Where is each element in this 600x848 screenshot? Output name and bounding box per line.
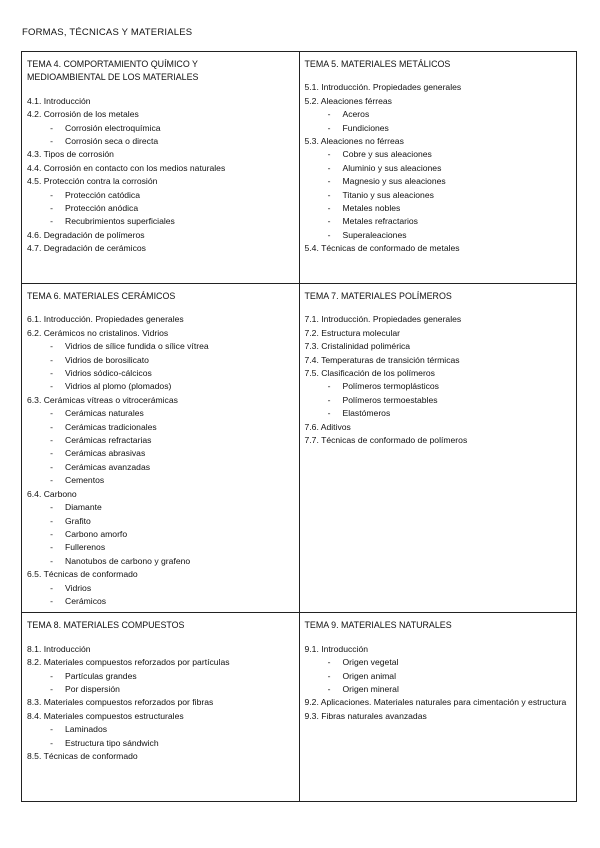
bullet-dash-icon: - (327, 229, 331, 240)
bullet-dash-icon: - (50, 595, 53, 606)
subsection-label: Fullerenos (65, 542, 106, 553)
subsection-item (305, 202, 572, 215)
bullet-dash-icon: - (327, 670, 331, 681)
subsection-item (27, 215, 294, 228)
subsection-label: Protección anódica (65, 203, 139, 214)
subsection-label: Cementos (65, 475, 105, 486)
subsection-item (27, 447, 294, 460)
bullet-dash-icon: - (50, 368, 53, 379)
section-item: 5.1. Introducción. Propiedades generales (304, 82, 462, 93)
topic-box (22, 52, 300, 284)
section-item: 8.1. Introducción (27, 643, 91, 654)
subsection-item (305, 229, 572, 242)
topic-title (27, 58, 294, 85)
subsection-item (27, 135, 294, 148)
subsection-label: Diamante (65, 502, 102, 513)
bullet-dash-icon: - (50, 542, 53, 553)
subsection-item (305, 148, 572, 161)
bullet-dash-icon: - (50, 555, 53, 566)
subsection-label: Vidrios sódico-cálcicos (65, 368, 152, 379)
bullet-dash-icon: - (327, 408, 331, 419)
subsection-item (27, 723, 294, 736)
subsection-label: Cerámicas naturales (65, 408, 144, 419)
section-item: 9.1. Introducción (304, 643, 369, 654)
subsection-label: Grafito (65, 515, 91, 526)
section-item: 7.3. Cristalinidad polimérica (304, 341, 411, 352)
subsection-item (27, 202, 294, 215)
subsection-label: Elastómeros (342, 408, 391, 419)
subsection-item (305, 683, 572, 696)
subsection-item (27, 737, 294, 750)
subsection-item (305, 108, 572, 121)
subsection-label: Superaleaciones (342, 229, 407, 240)
section-item: 7.2. Estructura molecular (304, 327, 401, 338)
bullet-dash-icon: - (327, 394, 331, 405)
section-item: 6.1. Introducción. Propiedades generales (27, 314, 184, 325)
subsection-label: Recubrimientos superficiales (65, 216, 175, 227)
subsection-label: Origen animal (342, 670, 396, 681)
subsection-label: Cerámicas refractarias (65, 435, 152, 446)
topic-title-line: TEMA 9. MATERIALES NATURALES (304, 620, 452, 631)
section-item: 4.5. Protección contra la corrosión (27, 176, 158, 187)
subsection-label: Nanotubos de carbono y grafeno (65, 555, 191, 566)
topic-title (305, 290, 572, 303)
subsection-item (305, 380, 572, 393)
section-item: 6.5. Técnicas de conformado (27, 569, 138, 580)
subsection-item (27, 461, 294, 474)
topic-title-line: TEMA 5. MATERIALES METÁLICOS (304, 59, 451, 69)
subsection-label: Estructura tipo sándwich (65, 737, 159, 748)
subsection-label: Polímeros termoplásticos (342, 381, 439, 392)
section-item: 7.6. Aditivos (304, 421, 351, 432)
bullet-dash-icon: - (327, 683, 331, 694)
topic-title-line: TEMA 7. MATERIALES POLÍMEROS (304, 291, 452, 301)
bullet-dash-icon: - (327, 176, 331, 187)
bullet-dash-icon: - (327, 109, 331, 120)
bullet-dash-icon: - (50, 435, 53, 446)
section-item: 6.2. Cerámicos no cristalinos. Vidrios (27, 327, 169, 338)
subsection-item (27, 367, 294, 380)
subsection-label: Origen vegetal (342, 657, 399, 668)
section-item: 7.4. Temperaturas de transición térmicas (304, 354, 460, 365)
bullet-dash-icon: - (50, 136, 53, 147)
subsection-item (305, 162, 572, 175)
section-item: 6.4. Carbono (27, 488, 77, 499)
bullet-dash-icon: - (50, 683, 53, 694)
bullet-dash-icon: - (327, 203, 331, 214)
section-item: 9.2. Aplicaciones. Materiales naturales para cimentación y estructura (304, 697, 567, 708)
bullet-dash-icon: - (50, 448, 53, 459)
topic-box (22, 613, 300, 802)
bullet-dash-icon: - (50, 122, 53, 133)
bullet-dash-icon: - (327, 149, 331, 160)
bullet-dash-icon: - (50, 354, 53, 365)
document-title: FORMAS, TÉCNICAS Y MATERIALES (22, 27, 193, 38)
subsection-item (27, 380, 294, 393)
subsection-label: Titanio y sus aleaciones (342, 189, 434, 200)
subsection-item (305, 656, 572, 669)
syllabus-table (21, 51, 577, 802)
bullet-dash-icon: - (50, 421, 53, 432)
bullet-dash-icon: - (50, 461, 53, 472)
subsection-item (27, 421, 294, 434)
bullet-dash-icon: - (327, 216, 331, 227)
subsection-item (305, 394, 572, 407)
section-item: 4.1. Introducción (27, 95, 91, 106)
bullet-dash-icon: - (50, 724, 53, 735)
subsection-label: Carbono amorfo (65, 528, 128, 539)
subsection-item (27, 189, 294, 202)
section-item: 4.7. Degradación de cerámicos (27, 243, 146, 254)
subsection-item (27, 501, 294, 514)
topic-title-line: TEMA 8. MATERIALES COMPUESTOS (27, 620, 185, 631)
section-item: 7.5. Clasificación de los polímeros (304, 368, 435, 379)
subsection-item (305, 215, 572, 228)
bullet-dash-icon: - (50, 528, 53, 539)
topic-title-line: TEMA 6. MATERIALES CERÁMICOS (27, 291, 176, 301)
section-item: 4.2. Corrosión de los metales (27, 109, 139, 120)
subsection-item (27, 122, 294, 135)
section-item: 7.7. Técnicas de conformado de polímeros (304, 435, 468, 446)
bullet-dash-icon: - (50, 515, 53, 526)
bullet-dash-icon: - (50, 216, 53, 227)
subsection-label: Laminados (65, 724, 108, 735)
subsection-item (27, 474, 294, 487)
section-item: 5.4. Técnicas de conformado de metales (304, 243, 460, 254)
subsection-label: Partículas grandes (65, 670, 137, 681)
subsection-item (27, 354, 294, 367)
subsection-label: Polímeros termoestables (342, 394, 438, 405)
topic-title (305, 619, 572, 632)
subsection-item (305, 175, 572, 188)
subsection-item (305, 407, 572, 420)
section-item: 4.4. Corrosión en contacto con los medios naturales (27, 162, 226, 173)
subsection-item (27, 515, 294, 528)
subsection-label: Vidrios de sílice fundida o sílice vítrea (65, 341, 209, 352)
subsection-label: Magnesio y sus aleaciones (342, 176, 446, 187)
topic-title (27, 290, 294, 303)
subsection-label: Aceros (342, 109, 370, 120)
subsection-item (27, 582, 294, 595)
bullet-dash-icon: - (50, 341, 53, 352)
bullet-dash-icon: - (50, 737, 53, 748)
subsection-item (27, 555, 294, 568)
subsection-item (305, 189, 572, 202)
bullet-dash-icon: - (50, 582, 53, 593)
section-item: 4.6. Degradación de polímeros (27, 229, 145, 240)
bullet-dash-icon: - (327, 122, 331, 133)
subsection-label: Origen mineral (342, 683, 399, 694)
subsection-label: Vidrios al plomo (plomados) (65, 381, 172, 392)
bullet-dash-icon: - (50, 408, 53, 419)
bullet-dash-icon: - (327, 657, 331, 668)
subsection-item (27, 340, 294, 353)
subsection-label: Metales refractarios (342, 216, 418, 227)
subsection-label: Cerámicas tradicionales (65, 421, 157, 432)
subsection-item (27, 407, 294, 420)
bullet-dash-icon: - (327, 162, 331, 173)
topic-box (299, 52, 577, 284)
bullet-dash-icon: - (327, 189, 331, 200)
section-item: 8.4. Materiales compuestos estructurales (27, 710, 184, 721)
section-item: 4.3. Tipos de corrosión (27, 149, 114, 160)
section-item: 8.2. Materiales compuestos reforzados por partículas (27, 657, 230, 668)
bullet-dash-icon: - (50, 203, 53, 214)
subsection-item (305, 122, 572, 135)
section-item: 6.3. Cerámicas vítreas o vitrocerámicas (27, 394, 178, 405)
bullet-dash-icon: - (327, 381, 331, 392)
subsection-item (27, 670, 294, 683)
section-item: 8.3. Materiales compuestos reforzados por fibras (27, 697, 214, 708)
subsection-label: Vidrios (65, 582, 92, 593)
subsection-label: Protección catódica (65, 189, 140, 200)
bullet-dash-icon: - (50, 189, 53, 200)
topic-title-line: TEMA 4. COMPORTAMIENTO QUÍMICO Y (27, 59, 198, 69)
subsection-label: Cerámicas abrasivas (65, 448, 146, 459)
section-item: 9.3. Fibras naturales avanzadas (304, 710, 427, 721)
topic-title (305, 58, 572, 71)
section-item: 5.3. Aleaciones no férreas (304, 136, 404, 147)
bullet-dash-icon: - (50, 475, 53, 486)
subsection-item (27, 434, 294, 447)
section-item: 5.2. Aleaciones férreas (304, 95, 392, 106)
subsection-label: Metales nobles (342, 203, 401, 214)
subsection-label: Cerámicos (65, 595, 107, 606)
subsection-item (27, 528, 294, 541)
topic-title (27, 619, 294, 632)
bullet-dash-icon: - (50, 381, 53, 392)
subsection-label: Por dispersión (65, 683, 120, 694)
subsection-label: Vidrios de borosilicato (65, 354, 149, 365)
topic-box (299, 613, 577, 802)
topic-box (299, 284, 577, 613)
subsection-item (27, 683, 294, 696)
section-item: 8.5. Técnicas de conformado (27, 751, 138, 761)
subsection-item (27, 541, 294, 554)
bullet-dash-icon: - (50, 670, 53, 681)
subsection-item (305, 670, 572, 683)
subsection-label: Cobre y sus aleaciones (342, 149, 432, 160)
subsection-label: Fundiciones (342, 122, 389, 133)
subsection-label: Aluminio y sus aleaciones (342, 162, 442, 173)
subsection-label: Corrosión electroquímica (65, 122, 161, 133)
bullet-dash-icon: - (50, 502, 53, 513)
subsection-item (27, 595, 294, 608)
topic-title-line: MEDIOAMBIENTAL DE LOS MATERIALES (27, 72, 199, 83)
section-item: 7.1. Introducción. Propiedades generales (304, 314, 462, 325)
topic-box (22, 284, 300, 613)
subsection-label: Corrosión seca o directa (65, 136, 159, 147)
subsection-label: Cerámicas avanzadas (65, 461, 151, 472)
